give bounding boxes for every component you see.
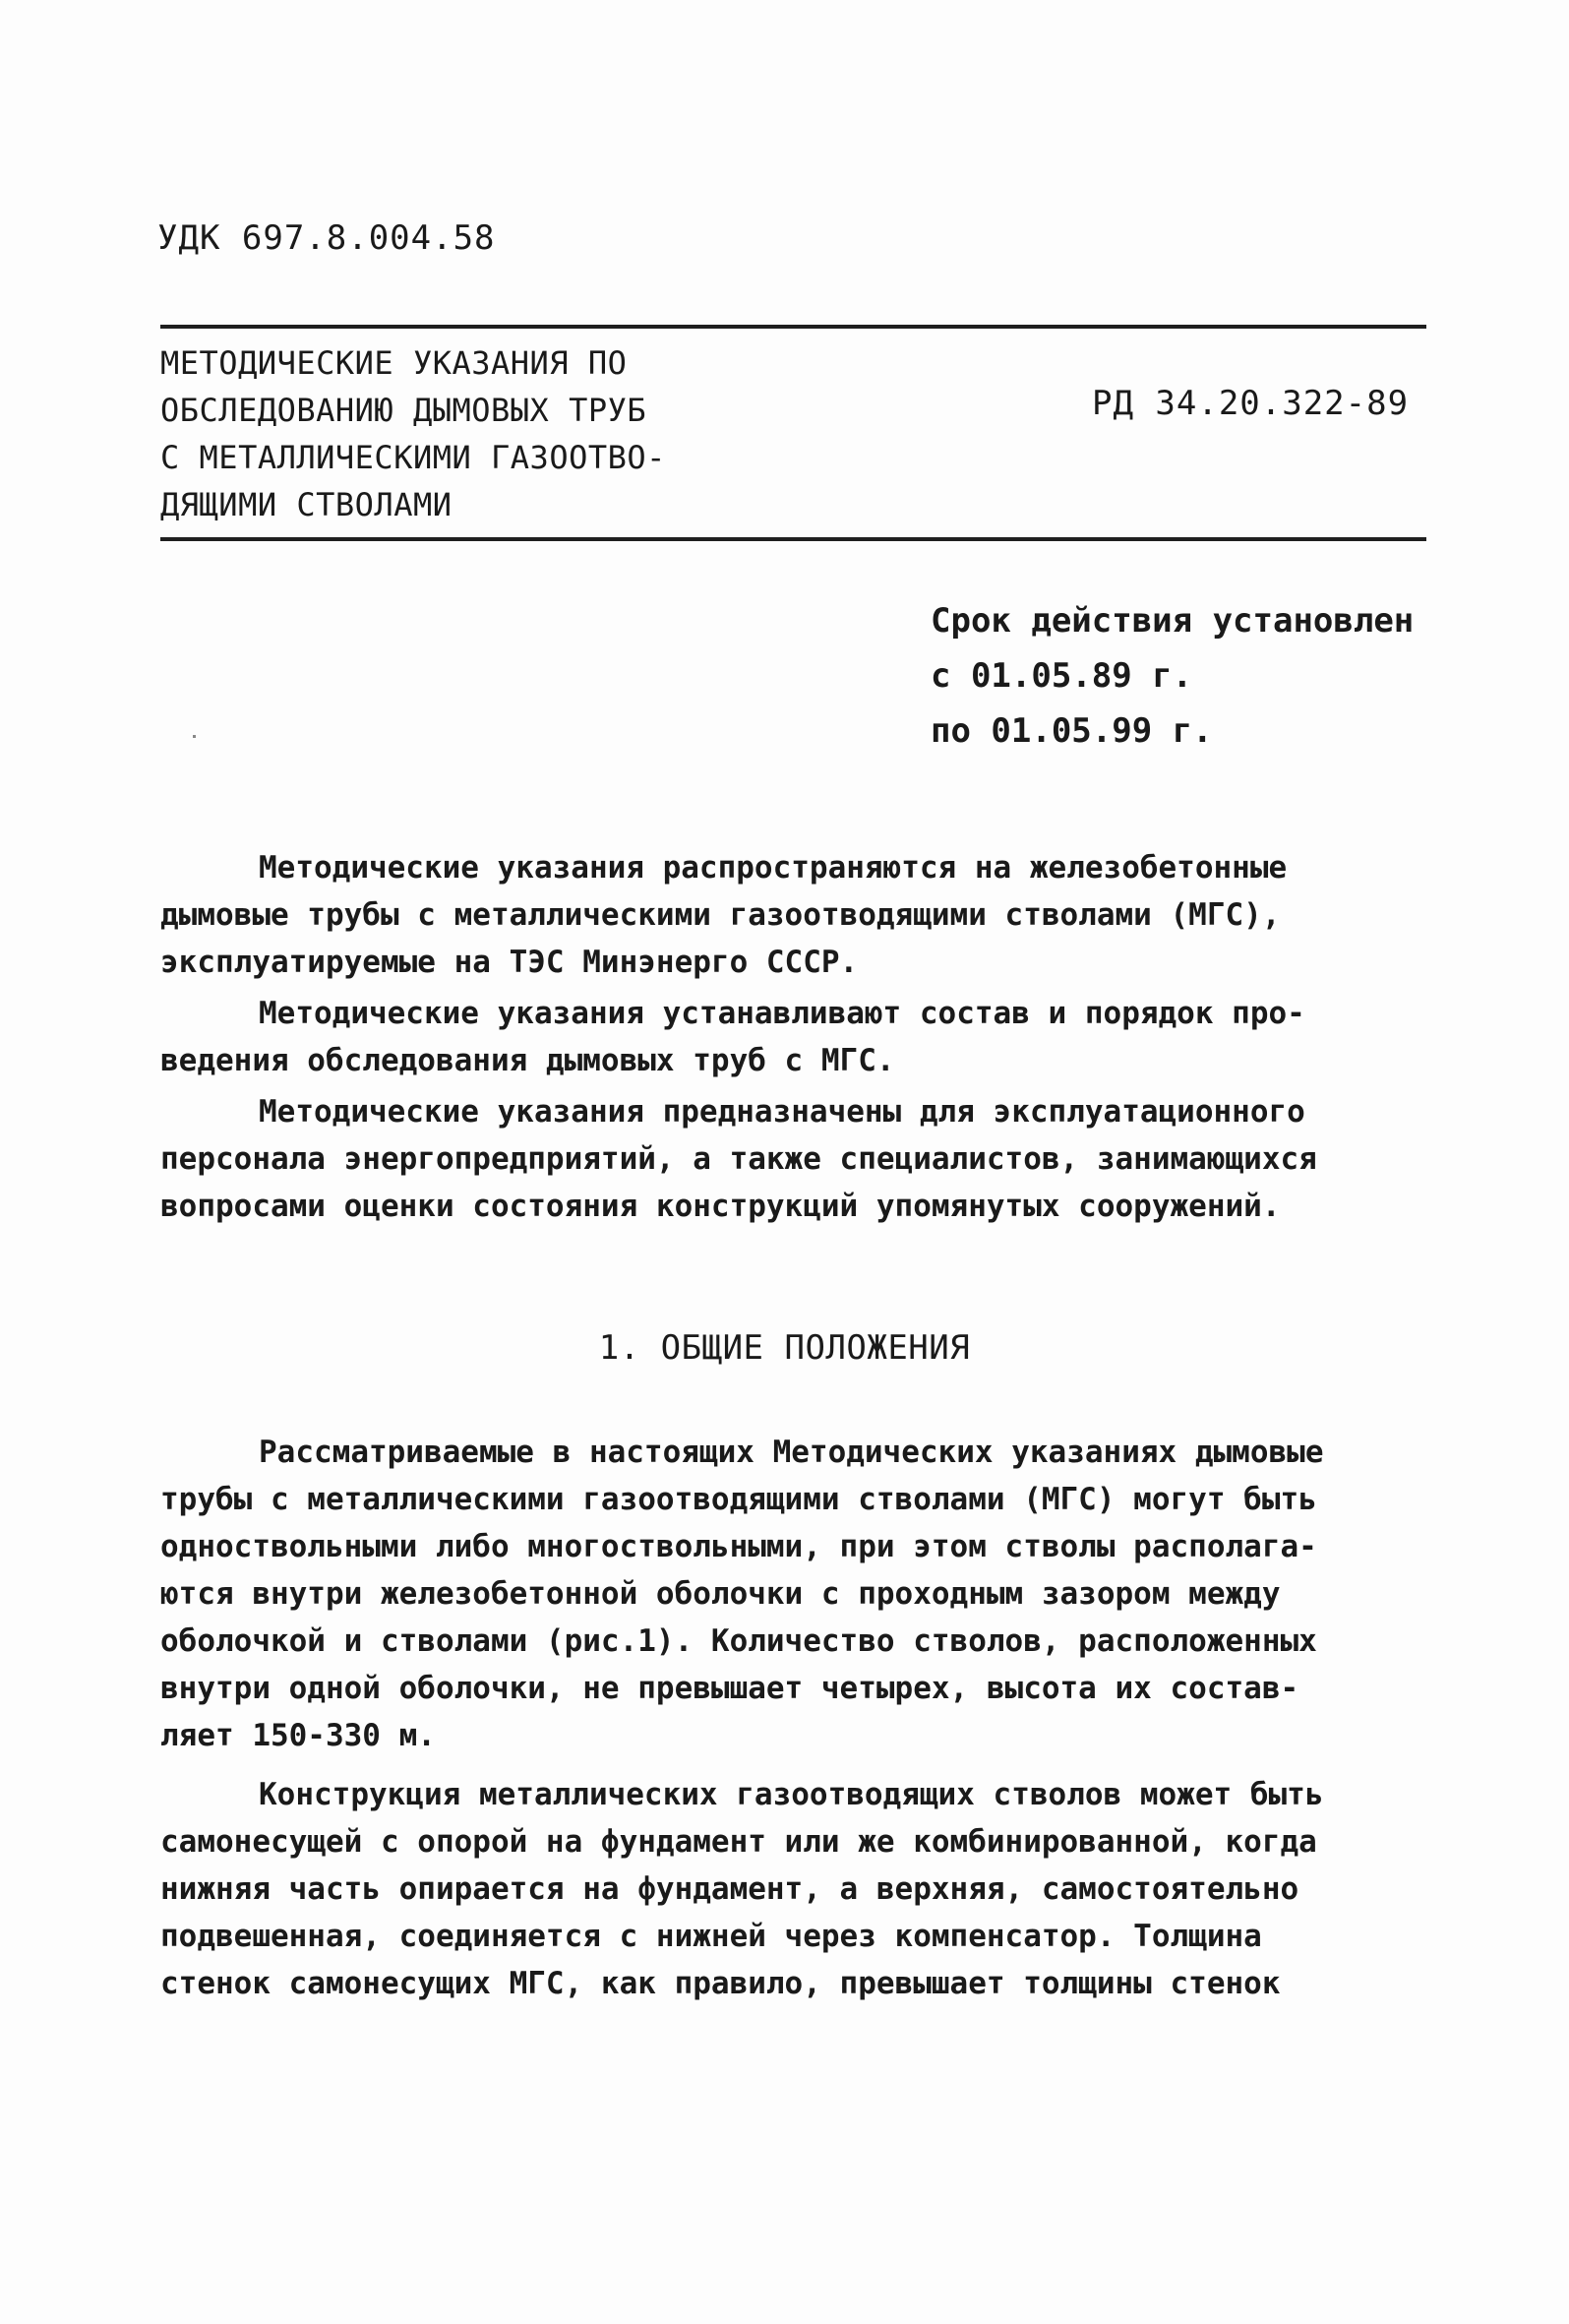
intro-paragraph [160,990,1415,1084]
validity-period [931,593,1414,759]
document-code: РД 34.20.322-89 [1092,384,1410,423]
intro-paragraph [160,844,1415,986]
title-line: ДЯЩИМИ СТВОЛАМИ [160,486,453,523]
paragraph-line: одноствольными либо многоствольными, при этом стволы располага- [160,1529,1317,1564]
title-line: МЕТОДИЧЕСКИЕ УКАЗАНИЯ ПО [160,344,628,382]
scan-speck [193,735,196,738]
paragraph-line: Методические указания устанавливают состав и порядок про- [259,996,1305,1031]
validity-line: по 01.05.99 г. [931,711,1213,751]
paragraph-line: внутри одной оболочки, не превышает четырех, высота их состав- [160,1671,1299,1706]
section-paragraph [160,1771,1415,2007]
udk-code: УДК 697.8.004.58 [157,218,496,258]
paragraph-line: Методические указания предназначены для эксплуатационного [259,1094,1305,1130]
title-line: С МЕТАЛЛИЧЕСКИМИ ГАЗООТВО- [160,439,666,476]
paragraph-line: Конструкция металлических газоотводящих стволов может быть [259,1777,1324,1812]
paragraph-line: ляет 150-330 м. [160,1718,436,1753]
paragraph-line: подвешенная, соединяется с нижней через компенсатор. Толщина [160,1919,1262,1954]
validity-line: с 01.05.89 г. [931,656,1193,696]
intro-paragraph [160,1088,1415,1230]
paragraph-line: самонесущей с опорой на фундамент или же комбинированной, когда [160,1824,1317,1860]
section-paragraph [160,1429,1415,1759]
header-bottom-rule [160,537,1426,541]
paragraph-line: Методические указания распространяются на железобетонные [259,850,1288,886]
paragraph-line: эксплуатируемые на ТЭС Минэнерго СССР. [160,945,859,980]
paragraph-line: персонала энергопредприятий, а также специалистов, занимающихся [160,1141,1317,1177]
document-title [160,339,711,528]
validity-line: Срок действия установлен [931,601,1415,641]
header-top-rule [160,325,1426,329]
title-line: ОБСЛЕДОВАНИЮ ДЫМОВЫХ ТРУБ [160,392,647,429]
paragraph-line: ются внутри железобетонной оболочки с проходным зазором между [160,1576,1281,1612]
paragraph-line: нижняя часть опирается на фундамент, а верхняя, самостоятельно [160,1871,1299,1907]
paragraph-line: дымовые трубы с металлическими газоотводящими стволами (МГС), [160,897,1281,933]
paragraph-line: стенок самонесущих МГС, как правило, превышает толщины стенок [160,1966,1281,2001]
section-heading: 1. ОБЩИЕ ПОЛОЖЕНИЯ [598,1328,971,1368]
paragraph-line: оболочкой и стволами (рис.1). Количество стволов, расположенных [160,1623,1317,1659]
paragraph-line: ведения обследования дымовых труб с МГС. [160,1043,895,1078]
paragraph-line: Рассматриваемые в настоящих Методических указаниях дымовые [259,1435,1324,1470]
paragraph-line: вопросами оценки состояния конструкций упомянутых сооружений. [160,1189,1281,1224]
paragraph-line: трубы с металлическими газоотводящими стволами (МГС) могут быть [160,1482,1317,1517]
